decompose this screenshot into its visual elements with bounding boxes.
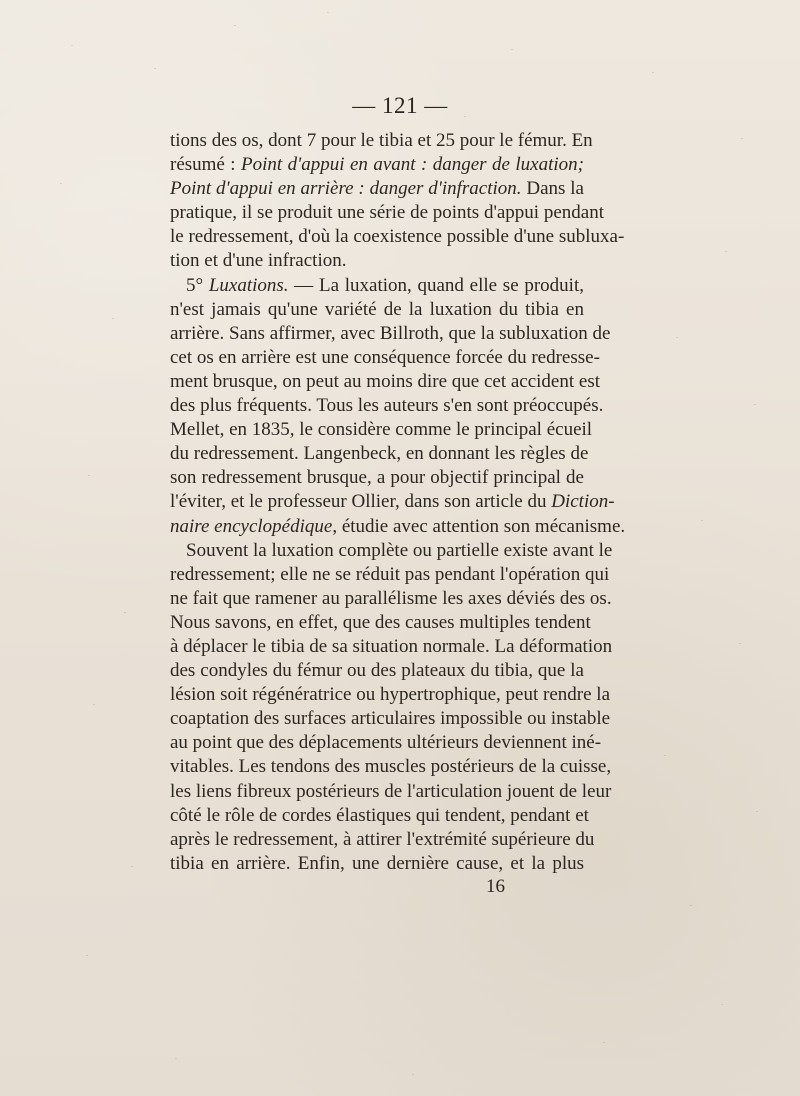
- text-line: [170, 780, 612, 804]
- text-segment: lésion soit régénératrice ou hypertrophique, peut rendre la: [170, 684, 610, 706]
- text-segment: Dans la: [521, 178, 584, 200]
- paper-speck: [154, 68, 156, 69]
- text-line: [170, 683, 610, 707]
- text-segment: Nous savons, en effet, que des causes multiples tendent: [170, 611, 591, 633]
- paper-speck: [721, 1004, 723, 1005]
- text-segment: arrière. Sans affirmer, avec Billroth, que la subluxation de: [170, 322, 611, 344]
- text-line: [170, 587, 612, 611]
- text-line: [170, 153, 584, 177]
- paper-speck: [88, 475, 90, 476]
- paper-speck: [701, 520, 703, 521]
- text-line: [170, 852, 584, 876]
- paper-speck: [664, 755, 666, 756]
- italic-text-segment: Point d'appui en avant : danger de luxation;: [241, 154, 584, 176]
- text-segment: côté le rôle de cordes élastiques qui tendent, pendant et: [170, 804, 589, 826]
- text-segment: du redressement. Langenbeck, en donnant les règles de: [170, 443, 589, 465]
- text-line: [170, 442, 589, 466]
- paper-speck: [93, 704, 95, 705]
- paper-speck: [327, 12, 329, 13]
- text-line: [170, 515, 626, 539]
- text-line: [170, 346, 600, 370]
- text-segment: , étudie avec attention son mécanisme.: [332, 515, 626, 537]
- body-text: [170, 129, 626, 876]
- text-line: [170, 274, 584, 298]
- text-segment: tibia en arrière. Enfin, une dernière cause, et la plus: [170, 852, 584, 874]
- text-line: [170, 659, 584, 683]
- text-segment: redressement; elle ne se réduit pas pendant l'opération qui: [170, 563, 610, 585]
- text-segment: au point que des déplacements ultérieurs deviennent iné-: [170, 732, 602, 754]
- text-segment: coaptation des surfaces articulaires impossible ou instable: [170, 708, 611, 730]
- text-segment: ne fait que ramener au parallélisme les axes déviés des os.: [170, 587, 612, 609]
- text-line: [170, 490, 615, 514]
- text-segment: des plus fréquents. Tous les auteurs s'en sont préoccupés.: [170, 395, 604, 417]
- paper-speck: [754, 404, 756, 405]
- text-segment: ment brusque, on peut au moins dire que cet accident est: [170, 370, 601, 392]
- paper-speck: [412, 1074, 414, 1075]
- paper-speck: [234, 25, 236, 26]
- text-line: [170, 755, 612, 779]
- text-segment: Mellet, en 1835, le considère comme le principal écueil: [170, 419, 593, 441]
- italic-text-segment: Diction-: [551, 491, 615, 513]
- text-segment: — La luxation, quand elle se produit,: [288, 274, 584, 296]
- text-line: [170, 731, 602, 755]
- text-segment: vitables. Les tendons des muscles postérieurs de la cuisse,: [170, 756, 612, 778]
- text-line: [170, 370, 601, 394]
- text-line: [170, 322, 611, 346]
- text-segment: le redressement, d'où la coexistence possible d'une subluxa-: [170, 226, 625, 248]
- text-line: [170, 201, 604, 225]
- text-segment: l'éviter, et le professeur Ollier, dans son article du: [170, 491, 552, 513]
- text-segment: résumé :: [170, 154, 242, 176]
- text-line: [170, 249, 584, 273]
- text-segment: cet os en arrière est une conséquence forcée du redresse-: [170, 346, 600, 368]
- page-header: — 121 —: [352, 93, 448, 118]
- text-segment: après le redressement, à attirer l'extrémité supérieure du: [170, 828, 595, 850]
- text-segment: à déplacer le tibia de sa situation normale. La déformation: [170, 635, 613, 657]
- paper-speck: [676, 337, 678, 338]
- text-line: [170, 804, 589, 828]
- paper-speck: [741, 138, 743, 139]
- text-segment: tions des os, dont 7 pour le tibia et 25 pour le fémur. En: [170, 130, 593, 151]
- text-line: [170, 129, 593, 153]
- text-line: [170, 418, 593, 442]
- text-segment: son redressement brusque, a pour objectif principal de: [170, 467, 584, 489]
- text-segment: pratique, il se produit une série de points d'appui pendant: [170, 202, 604, 224]
- paper-speck: [71, 45, 73, 46]
- paper-speck: [725, 251, 727, 252]
- paper-speck: [690, 905, 692, 906]
- text-line: [170, 828, 595, 852]
- italic-text-segment: Luxations.: [208, 274, 289, 296]
- text-line: [170, 466, 584, 490]
- text-line: [170, 177, 584, 201]
- text-line: [170, 298, 584, 322]
- paper-speck: [124, 612, 126, 613]
- text-segment: n'est jamais qu'une variété de la luxation du tibia en: [170, 298, 584, 320]
- text-line: [170, 707, 611, 731]
- text-line: [170, 539, 613, 563]
- paper-speck: [756, 811, 758, 812]
- signature-mark: 16: [486, 876, 505, 897]
- paper-speck: [86, 955, 88, 956]
- text-line: [170, 635, 613, 659]
- text-segment: les liens fibreux postérieurs de l'articulation jouent de leur: [170, 780, 612, 802]
- paper-speck: [603, 1042, 605, 1043]
- text-segment: 5°: [186, 274, 209, 296]
- text-segment: tion et d'une infraction.: [170, 250, 347, 272]
- paper-speck: [112, 318, 114, 319]
- paper-speck: [131, 866, 133, 867]
- paper-speck: [60, 183, 62, 184]
- paper-speck: [511, 49, 513, 50]
- paper-speck: [652, 72, 654, 73]
- text-line: [170, 611, 591, 635]
- italic-text-segment: naire encyclopédique: [170, 515, 333, 537]
- text-segment: Souvent la luxation complète ou partielle existe avant le: [186, 539, 613, 561]
- paper-speck: [175, 1058, 177, 1059]
- text-line: [170, 563, 610, 587]
- italic-text-segment: Point d'appui en arrière : danger d'infraction.: [170, 178, 522, 200]
- text-line: [170, 225, 625, 249]
- text-segment: des condyles du fémur ou des plateaux du tibia, que la: [170, 660, 584, 682]
- paper-speck: [739, 643, 741, 644]
- text-line: [170, 394, 604, 418]
